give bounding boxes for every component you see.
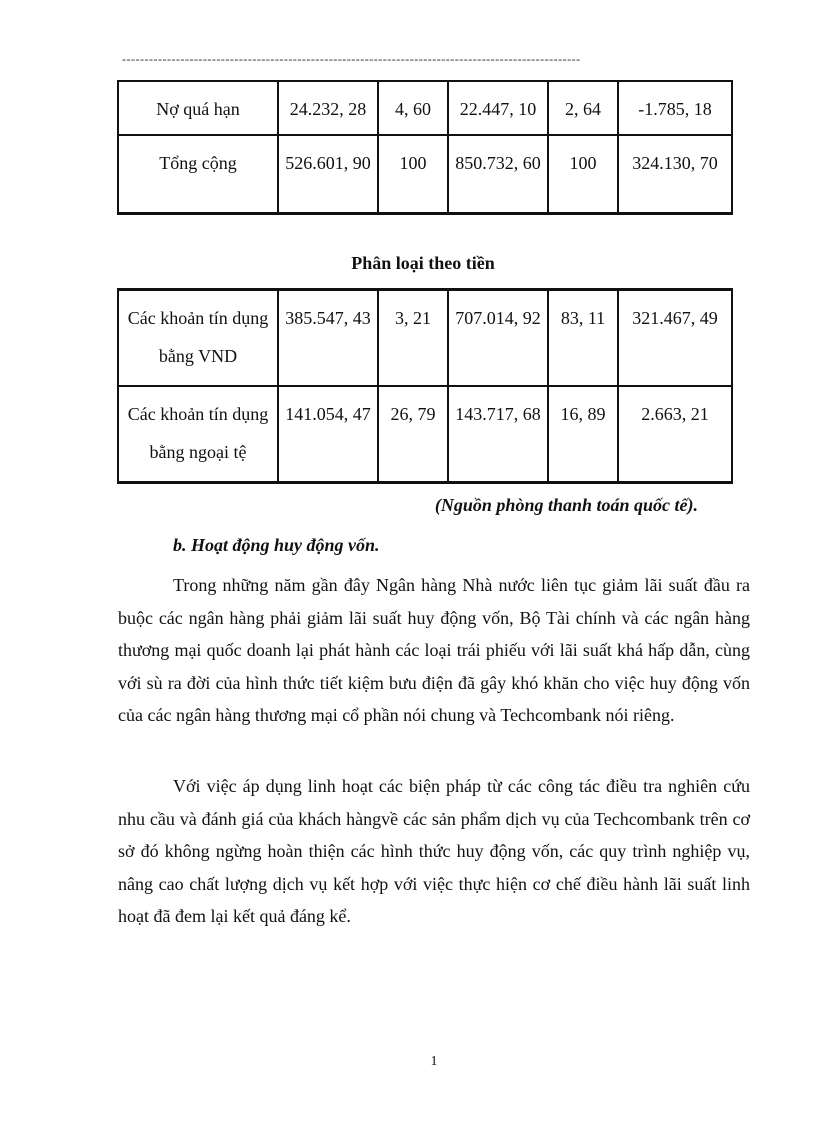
- difference-cell: -1.785, 18: [618, 81, 732, 135]
- difference-cell: 321.467, 49: [618, 290, 732, 387]
- value-cell: 385.547, 43: [278, 290, 378, 387]
- section-subheading: b. Hoạt động huy động vốn.: [173, 535, 380, 555]
- difference-cell: 2.663, 21: [618, 386, 732, 483]
- table-row: [118, 290, 732, 387]
- percent-cell: 2, 64: [548, 81, 618, 135]
- body-paragraph: Trong những năm gần đây Ngân hàng Nhà nước liên tục giảm lãi suất đầu ra buộc các ngân hàng phải giảm lãi suất huy động vốn, Bộ Tài chính và các ngân hàng thương mại quốc doanh lại phát hành các loại trái phiếu với lãi suất khá hấp dẫn, cùng với sù ra đời của hình thức tiết kiệm bưu điện đã gây khó khăn cho việc huy động vốn của các ngân hàng thương mại cổ phần nói chung và Techcombank nói riêng.: [118, 575, 750, 725]
- value-cell: 22.447, 10: [448, 81, 548, 135]
- row-label: Tổng cộng: [118, 135, 278, 214]
- percent-cell: 26, 79: [378, 386, 448, 483]
- percent-cell: 4, 60: [378, 81, 448, 135]
- row-label: Các khoản tín dụng bằng VND: [118, 290, 278, 387]
- difference-cell: 324.130, 70: [618, 135, 732, 214]
- page-number: 1: [430, 1054, 438, 1069]
- row-label: Nợ quá hạn: [118, 81, 278, 135]
- percent-cell: 100: [378, 135, 448, 214]
- table-row: [118, 81, 732, 135]
- currency-credit-table: [117, 288, 733, 484]
- section-title: Phân loại theo tiền: [351, 253, 495, 273]
- body-paragraph: Với việc áp dụng linh hoạt các biện pháp từ các công tác điều tra nghiên cứu nhu cầu và đánh giá của khách hàngvề các sản phẩm dịch vụ của Techcombank trên cơ sở đó không ngừng hoàn thiện các hình thức huy động vốn, các quy trình nghiệp vụ, nâng cao chất lượng dịch vụ kết hợp với việc thực hiện cơ chế điều hành lãi suất linh hoạt đã đem lại kết quả đáng kể.: [118, 776, 750, 926]
- value-cell: 143.717, 68: [448, 386, 548, 483]
- credit-table-continued: [117, 80, 733, 215]
- value-cell: 707.014, 92: [448, 290, 548, 387]
- row-label: Các khoản tín dụng bằng ngoại tệ: [118, 386, 278, 483]
- percent-cell: 3, 21: [378, 290, 448, 387]
- source-note: (Nguồn phòng thanh toán quốc tế).: [434, 495, 698, 515]
- value-cell: 141.054, 47: [278, 386, 378, 483]
- header-dashed-rule: ------------------------------------------------------------------------------------------------------: [122, 52, 581, 66]
- value-cell: 24.232, 28: [278, 81, 378, 135]
- table-row: [118, 386, 732, 483]
- percent-cell: 16, 89: [548, 386, 618, 483]
- percent-cell: 100: [548, 135, 618, 214]
- value-cell: 850.732, 60: [448, 135, 548, 214]
- value-cell: 526.601, 90: [278, 135, 378, 214]
- table-row: [118, 135, 732, 214]
- percent-cell: 83, 11: [548, 290, 618, 387]
